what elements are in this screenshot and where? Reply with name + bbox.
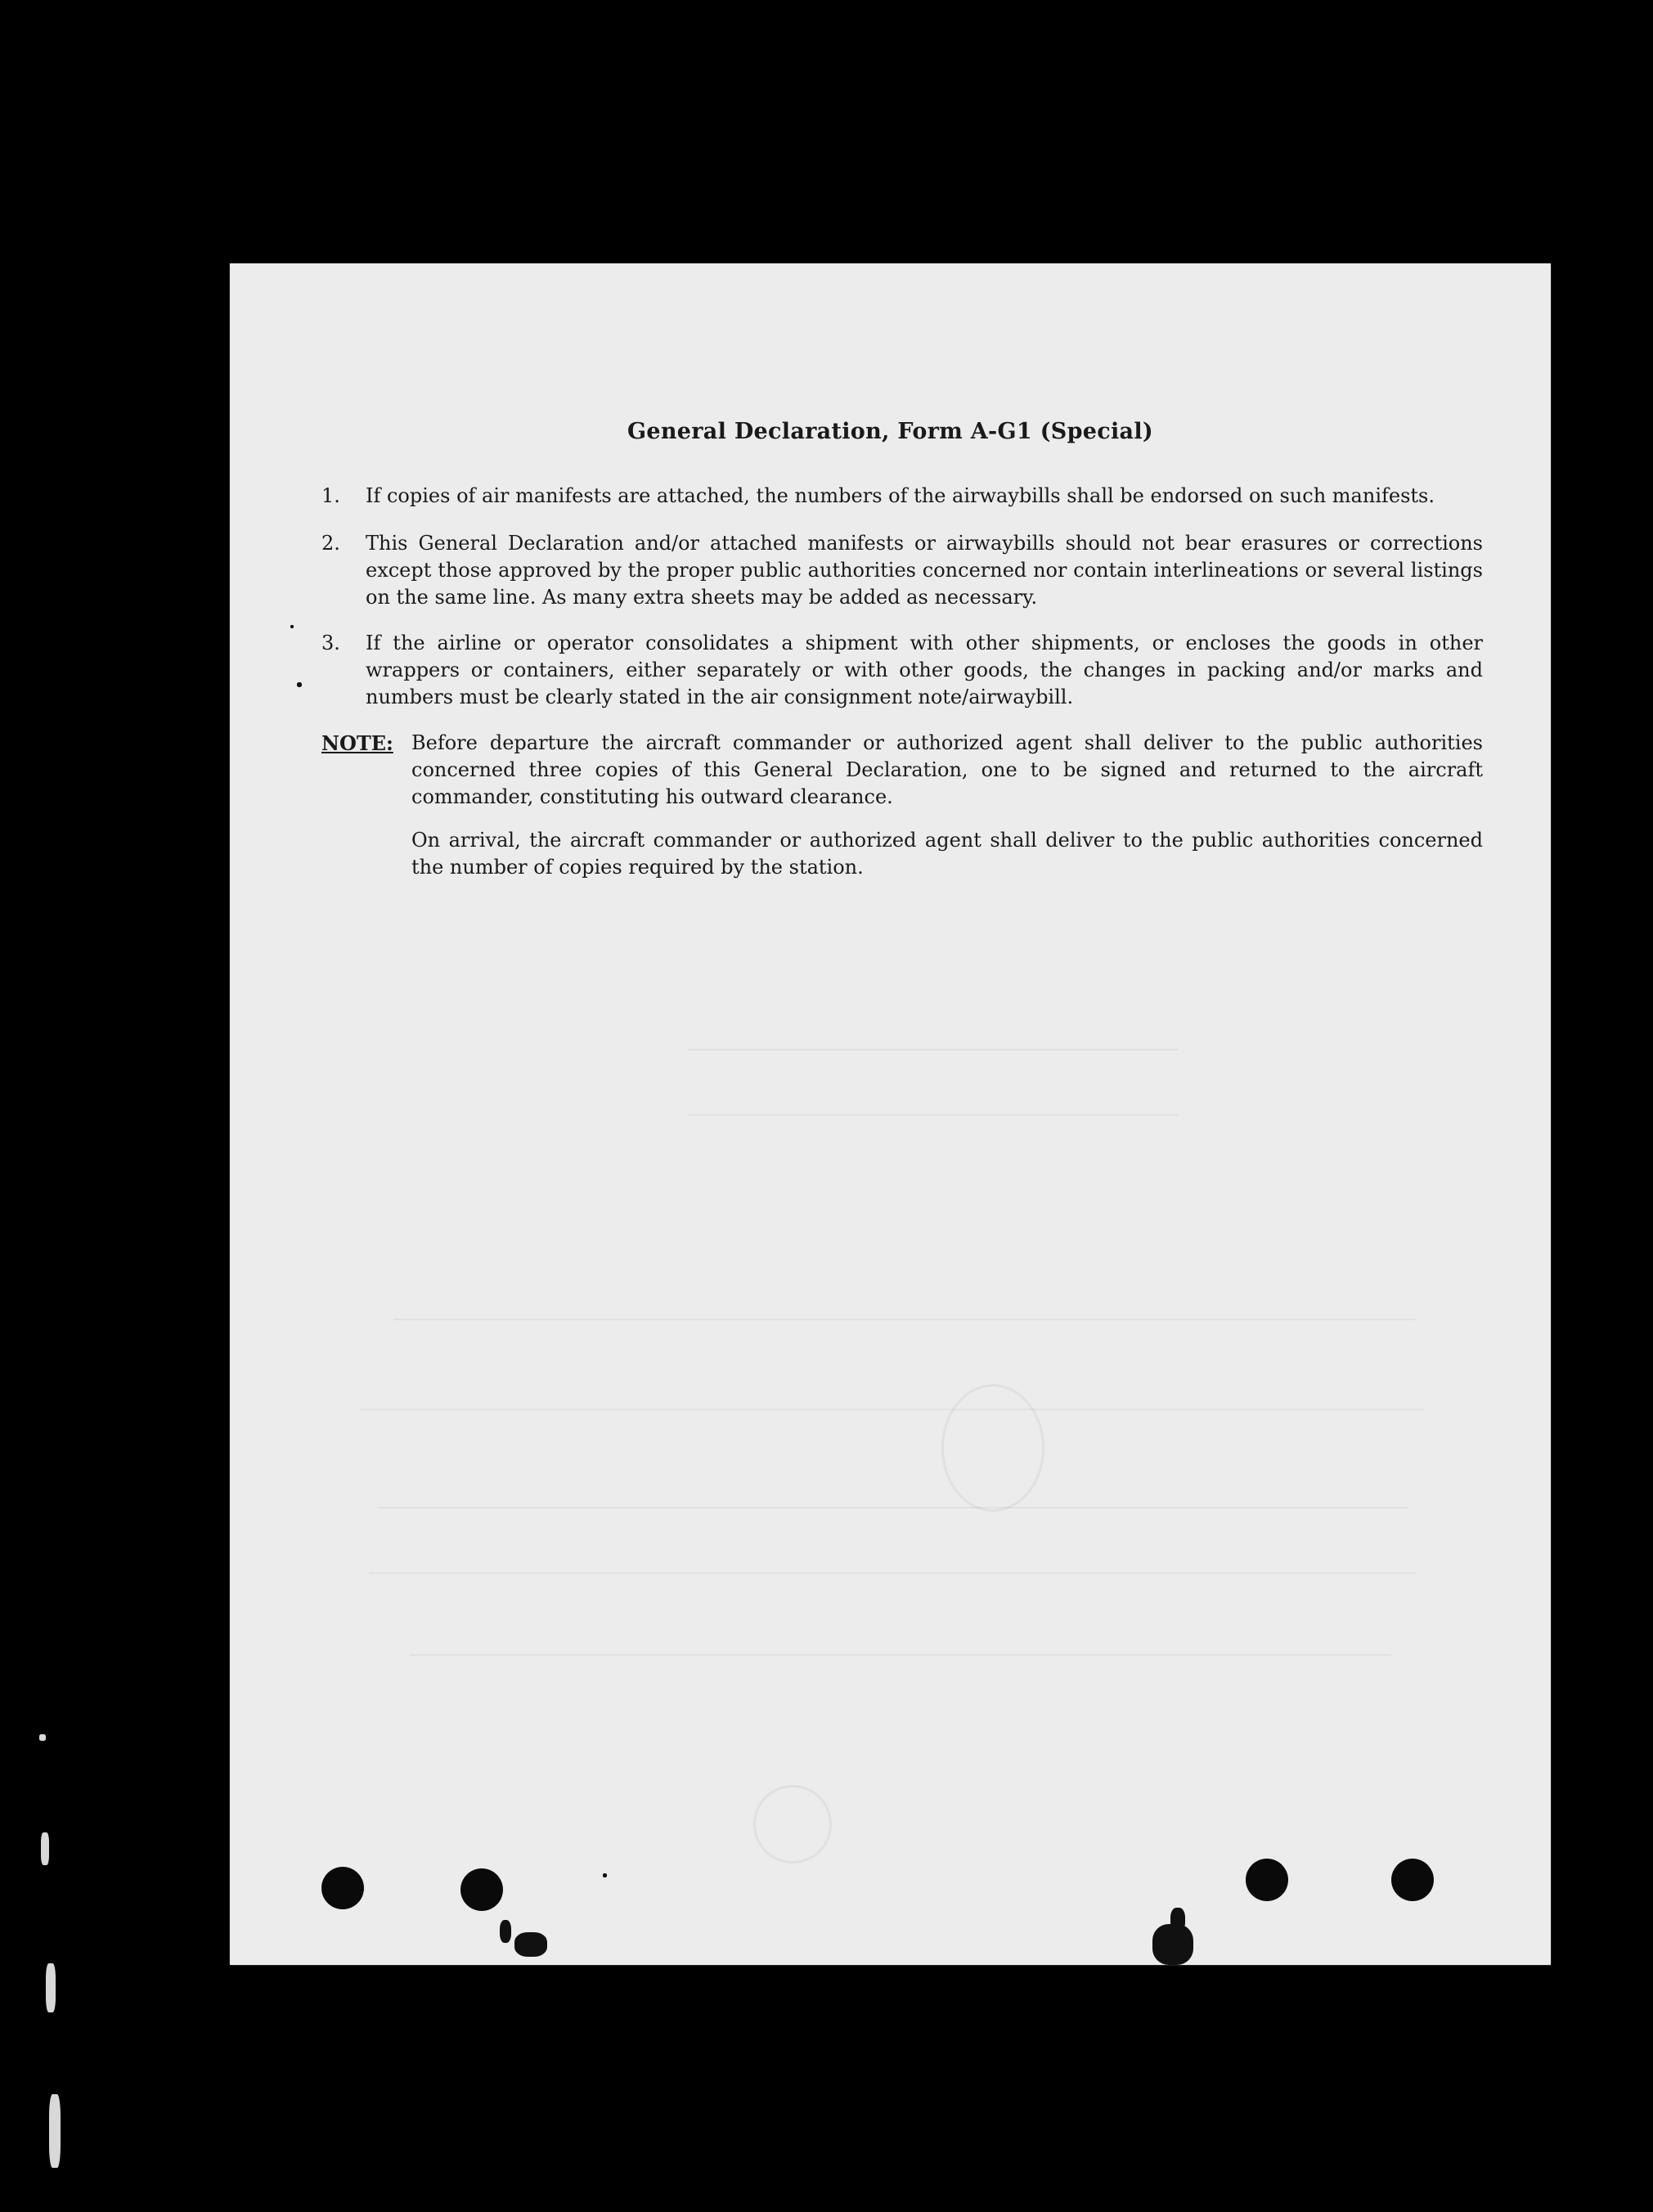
scanner-artifact (46, 1963, 56, 2012)
page-title: General Declaration, Form A-G1 (Special) (627, 419, 1153, 444)
bleed-through-line (377, 1507, 1408, 1508)
scanner-artifact (39, 1734, 46, 1741)
item-text: If the airline or operator consolidates a shipment with other shipments, or encloses the goods in other wrappers or containers, either separately or with other goods, the changes in packing and/or marks and numbers must be clearly stated in the air consignment note/airwaybill. (366, 632, 1483, 708)
note-paragraph-departure: Before departure the aircraft commander or authorized agent shall deliver to the public authorities concerned three copies of this General Declaration, one to be signed and returned to the aircraft commander, constituting his outward clearance. (411, 731, 1483, 808)
note-paragraph-arrival: On arrival, the aircraft commander or authorized agent shall deliver to the public authorities concerned the number of copies required by the station. (411, 829, 1483, 879)
bleed-through-stamp (941, 1384, 1044, 1512)
bleed-through-line (361, 1409, 1424, 1410)
item-text: If copies of air manifests are attached, the numbers of the airwaybills shall be endorsed on such manifests. (366, 484, 1435, 507)
bleed-through-line (369, 1572, 1416, 1574)
bleed-through-line (393, 1319, 1416, 1320)
tear-mark (500, 1920, 511, 1943)
speck (290, 625, 294, 628)
punch-hole (460, 1868, 503, 1911)
document-page (230, 263, 1551, 1965)
punch-hole (1246, 1859, 1288, 1901)
scanner-artifact (41, 1832, 49, 1865)
bleed-through-stamp (753, 1785, 832, 1864)
instruction-item-2 (321, 530, 1483, 611)
instruction-item-3 (321, 630, 1483, 711)
note-section (321, 730, 1483, 897)
item-number: 1. (321, 484, 340, 507)
note-label: NOTE: (321, 731, 393, 755)
bleed-through-line (688, 1049, 1179, 1050)
note-text (411, 730, 1483, 881)
bleed-through-line (410, 1654, 1391, 1656)
speck (297, 682, 302, 687)
bleed-through-line (688, 1114, 1179, 1116)
item-number: 3. (321, 632, 340, 654)
scanner-artifact (49, 2094, 61, 2168)
tear-mark (1170, 1908, 1185, 1932)
item-text: This General Declaration and/or attached manifests or airwaybills should not bear erasures or corrections except those approved by the proper public authorities concerned nor contain interlineations or several listings on the same line. As many extra sheets may be added as necessary. (366, 532, 1483, 609)
punch-hole (321, 1867, 364, 1909)
tear-mark (514, 1932, 547, 1957)
speck (603, 1873, 607, 1877)
instruction-item-1 (321, 483, 1483, 510)
item-number: 2. (321, 532, 340, 555)
punch-hole (1391, 1859, 1434, 1901)
